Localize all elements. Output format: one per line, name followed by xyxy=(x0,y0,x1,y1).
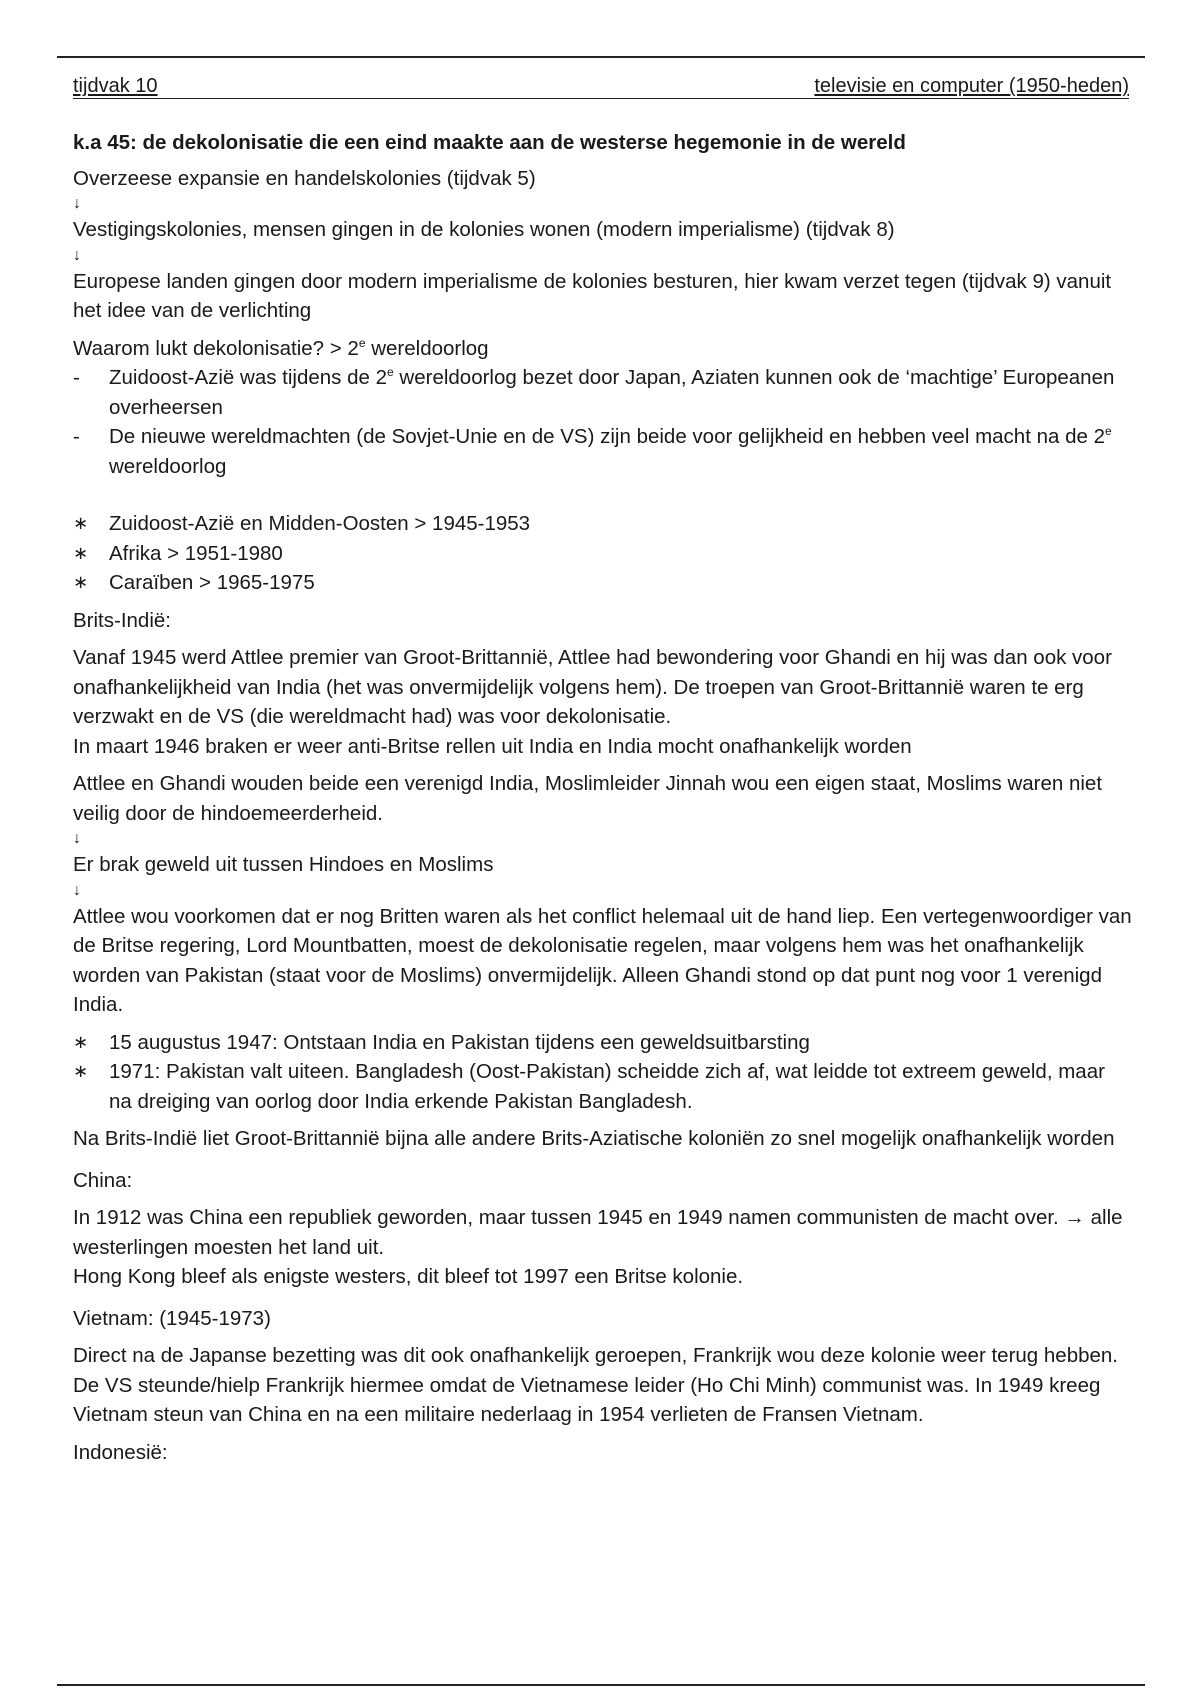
star-bullet-icon: ∗ xyxy=(73,1031,89,1052)
star-bullet-icon: ∗ xyxy=(73,542,89,563)
arrow-down-icon: ↓ xyxy=(73,830,81,847)
star-bullet-icon: ∗ xyxy=(73,572,89,592)
china-heading: China: xyxy=(73,1168,133,1192)
brits-india-paragraph-2: In maart 1946 braken er weer anti-Britse rellen uit India en India mocht onafhankelijk worden xyxy=(73,734,912,758)
dash-bullet: - xyxy=(73,366,80,389)
list-item: ∗ Afrika > 1951-1980 xyxy=(73,539,1133,569)
arrow-down-icon: ↓ xyxy=(73,195,81,212)
star-bullet-icon: ∗ xyxy=(73,1061,89,1081)
brits-india-paragraph-1: Vanaf 1945 werd Attlee premier van Groot-Brittannië, Attlee had bewondering voor Ghandi en hij was dan ook voor onafhankelijkheid van India (het was onvermijdelijk volgens hem). De troepen van Groot-Brittannië waren te erg verzwakt en de VS (die wereldmacht had) was voor dekolonisatie. xyxy=(73,646,1112,728)
brits-india-paragraph-5: Attlee wou voorkomen dat er nog Britten waren als het conflict helemaal uit de hand liep. Een vertegenwoordiger van de Britse regering, Lord Mountbatten, moest de dekolonisatie regelen, maar volgens hem was het onafhankelijk worden van Pakistan (staat voor de Moslims) onvermijdelijk. Alleen Ghandi stond op dat punt nog voor 1 verenigd India. xyxy=(73,904,1132,1016)
list-item: ∗ 15 augustus 1947: Ontstaan India en Pakistan tijdens een geweldsuitbarsting xyxy=(73,1028,1133,1058)
indonesia-heading: Indonesië: xyxy=(73,1440,168,1464)
dash-bullet: - xyxy=(73,425,80,448)
china-paragraph-2: Hong Kong bleef als enigste westers, dit bleef tot 1997 een Britse kolonie. xyxy=(73,1265,744,1288)
list-item: ∗ 1971: Pakistan valt uiteen. Bangladesh (Oost-Pakistan) scheidde zich af, wat leidde tot extreem geweld, maar na dreiging van oorlog door India erkende Pakistan Bangladesh. xyxy=(73,1057,1133,1116)
why-question: Waarom lukt dekolonisatie? > $2^e$ wereldoorlog xyxy=(73,335,489,360)
bottom-rule xyxy=(57,1684,1145,1686)
regions-list xyxy=(73,509,1133,598)
top-rule xyxy=(57,56,1145,58)
brits-india-heading: Brits-Indië: xyxy=(73,608,171,632)
events-list xyxy=(73,1028,1133,1117)
china-paragraph-1: In 1912 was China een republiek geworden, maar tussen 1945 en 1949 namen communisten de macht over. → alle westerlingen moesten het land uit. xyxy=(73,1206,1123,1259)
document-body xyxy=(73,128,1133,1467)
header-right: televisie en computer (1950-heden) xyxy=(814,75,1129,97)
brits-india-paragraph-4: Er brak geweld uit tussen Hindoes en Moslims xyxy=(73,853,494,876)
intro-line-3: Europese landen gingen door modern imperialisme de kolonies besturen, hier kwam verzet tegen (tijdvak 9) vanuit het idee van de verlichting xyxy=(73,269,1112,322)
star-bullet-icon: ∗ xyxy=(73,513,89,533)
intro-line-2: Vestigingskolonies, mensen gingen in de kolonies wonen (modern imperialisme) (tijdvak 8) xyxy=(73,218,895,241)
list-item: ∗ Caraïben > 1965-1975 xyxy=(73,568,1133,598)
list-item: - De nieuwe wereldmachten (de Sovjet-Unie en de VS) zijn beide voor gelijkheid en hebben veel macht na de 2e wereldoorlog xyxy=(73,422,1133,481)
list-item: - Zuidoost-Azië was tijdens de 2e wereldoorlog bezet door Japan, Aziaten kunnen ook de ‘machtige’ Europeanen overheersen xyxy=(73,363,1133,422)
arrow-down-icon: ↓ xyxy=(73,246,81,264)
intro-line-1: Overzeese expansie en handelskolonies (tijdvak 5) xyxy=(73,166,536,190)
vietnam-paragraph-1: Direct na de Japanse bezetting was dit ook onafhankelijk geroepen, Frankrijk wou deze kolonie weer terug hebben. De VS steunde/hielp Frankrijk hiermee omdat de Vietnamese leider (Ho Chi Minh) communist was. In 1949 kreeg Vietnam steun van China en na een militaire nederlaag in 1954 verlieten de Fransen Vietnam. xyxy=(73,1344,1118,1426)
header-left: tijdvak 10 xyxy=(73,75,158,97)
list-item: ∗ Zuidoost-Azië en Midden-Oosten > 1945-1953 xyxy=(73,509,1133,539)
vietnam-heading: Vietnam: (1945-1973) xyxy=(73,1306,271,1330)
why-list xyxy=(73,363,1133,481)
page-header xyxy=(73,74,1129,99)
brits-india-paragraph-3: Attlee en Ghandi wouden beide een verenigd India, Moslimleider Jinnah wou een eigen staat, Moslims waren niet veilig door de hindoemeerderheid. xyxy=(73,772,1103,825)
section-title: k.a 45: de dekolonisatie die een eind maakte aan de westerse hegemonie in de wereld xyxy=(73,131,906,154)
arrow-down-icon: ↓ xyxy=(73,881,81,899)
brits-india-paragraph-6: Na Brits-Indië liet Groot-Brittannië bijna alle andere Brits-Aziatische koloniën zo snel mogelijk onafhankelijk worden xyxy=(73,1127,1115,1150)
